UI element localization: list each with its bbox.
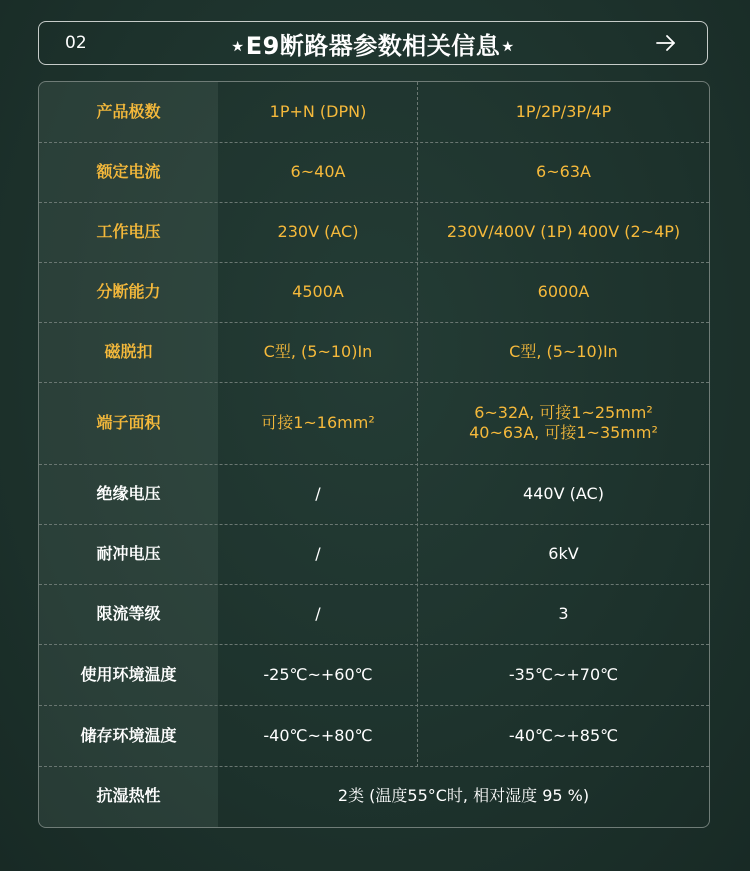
value-e9: 6~63A [536,162,591,181]
value-e9-dpn: 230V (AC) [277,222,359,241]
row-label: 绝缘电压 [96,484,161,503]
table-row [39,705,709,767]
table-row [39,644,709,706]
value-e9-dpn: 1P+N (DPN) [269,102,367,121]
value-line: 40~63A, 可接1~35mm² [469,423,658,442]
spec-table [38,81,710,828]
arrow-right-icon[interactable] [655,32,677,54]
row-label: 磁脱扣 [104,342,153,361]
value-e9: 230V/400V (1P) 400V (2~4P) [446,222,681,241]
value-e9-dpn: / [315,604,321,623]
value-both: 2类 (温度55°C时, 相对湿度 95 %) [337,786,590,805]
row-label: 储存环境温度 [80,725,177,745]
row-label: 产品极数 [96,102,161,121]
value-line: 6~32A, 可接1~25mm² [474,403,653,422]
row-label: 使用环境温度 [80,664,177,684]
section-title: ⋆E9断路器参数相关信息⋆ [230,31,516,60]
value-e9-dpn: 可接1~16mm² [261,413,375,432]
value-e9-dpn: C型, (5~10)In [263,342,373,361]
value-e9: -35℃~+70℃ [508,664,619,684]
table-row [39,142,709,203]
value-e9-dpn: 4500A [292,282,344,301]
table-row [39,262,709,323]
value-e9 [418,382,709,464]
row-label: 分断能力 [96,282,161,301]
value-e9: 440V (AC) [523,484,604,503]
table-row [39,766,709,826]
table-row [39,322,709,383]
table-row [39,524,709,585]
section-header [38,21,708,65]
row-label: 耐冲电压 [96,544,161,563]
section-number: 02 [65,33,87,53]
row-label: 额定电流 [96,162,161,181]
table-row [39,82,709,143]
table-row [39,584,709,645]
row-label: 端子面积 [96,413,161,432]
value-e9-dpn: 6~40A [290,162,346,181]
value-e9-dpn: -40℃~+80℃ [263,725,373,745]
value-e9: 6kV [548,544,579,563]
table-row [39,202,709,263]
value-e9: 6000A [537,282,590,301]
table-row [39,464,709,525]
row-label: 限流等级 [96,604,161,623]
value-e9: C型, (5~10)In [509,342,618,361]
value-e9: 3 [558,604,569,623]
value-e9-dpn: / [315,484,321,503]
value-e9-dpn: -25℃~+60℃ [263,664,373,684]
value-e9: 1P/2P/3P/4P [515,102,612,121]
value-e9-dpn: / [315,544,321,563]
value-e9: -40℃~+85℃ [508,725,619,745]
row-label: 抗湿热性 [96,786,161,805]
row-label: 工作电压 [96,222,161,241]
table-row [39,382,709,465]
